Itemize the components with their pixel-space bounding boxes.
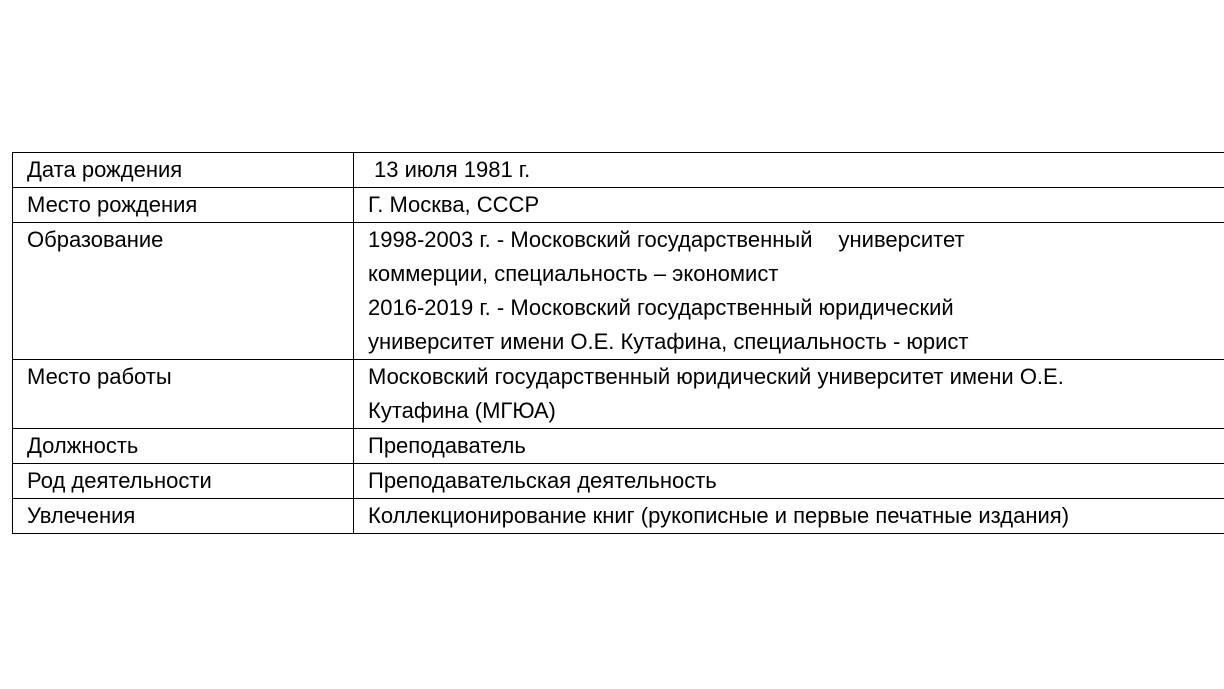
- row-value: Преподаватель: [354, 429, 1224, 464]
- education-line-1-start: 1998-2003 г. - Московский государственный: [368, 227, 813, 252]
- table-row-occupation: [13, 464, 1224, 499]
- row-value: [354, 360, 1224, 429]
- row-label: Увлечения: [13, 499, 354, 534]
- row-label: Образование: [13, 223, 354, 360]
- education-line-1-end: университет: [838, 227, 965, 252]
- row-label: Должность: [13, 429, 354, 464]
- workplace-line-2: Кутафина (МГЮА): [368, 398, 556, 423]
- education-line-2: коммерции, специальность – экономист: [368, 261, 779, 286]
- row-value: Коллекционирование книг (рукописные и первые печатные издания): [354, 499, 1224, 534]
- table-row-birth-place: [13, 188, 1224, 223]
- row-value: [354, 223, 1224, 360]
- row-value: Преподавательская деятельность: [354, 464, 1224, 499]
- table-row-workplace: [13, 360, 1224, 429]
- education-line-1: [368, 223, 1224, 257]
- row-value: [354, 153, 1224, 188]
- row-label: Место рождения: [13, 188, 354, 223]
- education-line-3: 2016-2019 г. - Московский государственный юридический: [368, 295, 954, 320]
- birth-date-value: 13 июля 1981 г.: [374, 157, 531, 182]
- table-row-birth-date: [13, 153, 1224, 188]
- table-row-education: [13, 223, 1224, 360]
- row-label: Дата рождения: [13, 153, 354, 188]
- education-line-4: университет имени О.Е. Кутафина, специальность - юрист: [368, 329, 969, 354]
- biography-table: [12, 152, 1224, 534]
- row-label: Место работы: [13, 360, 354, 429]
- table-row-position: [13, 429, 1224, 464]
- workplace-line-1: Московский государственный юридический университет имени О.Е.: [368, 364, 1064, 389]
- table-row-hobbies: [13, 499, 1224, 534]
- row-value: Г. Москва, СССР: [354, 188, 1224, 223]
- row-label: Род деятельности: [13, 464, 354, 499]
